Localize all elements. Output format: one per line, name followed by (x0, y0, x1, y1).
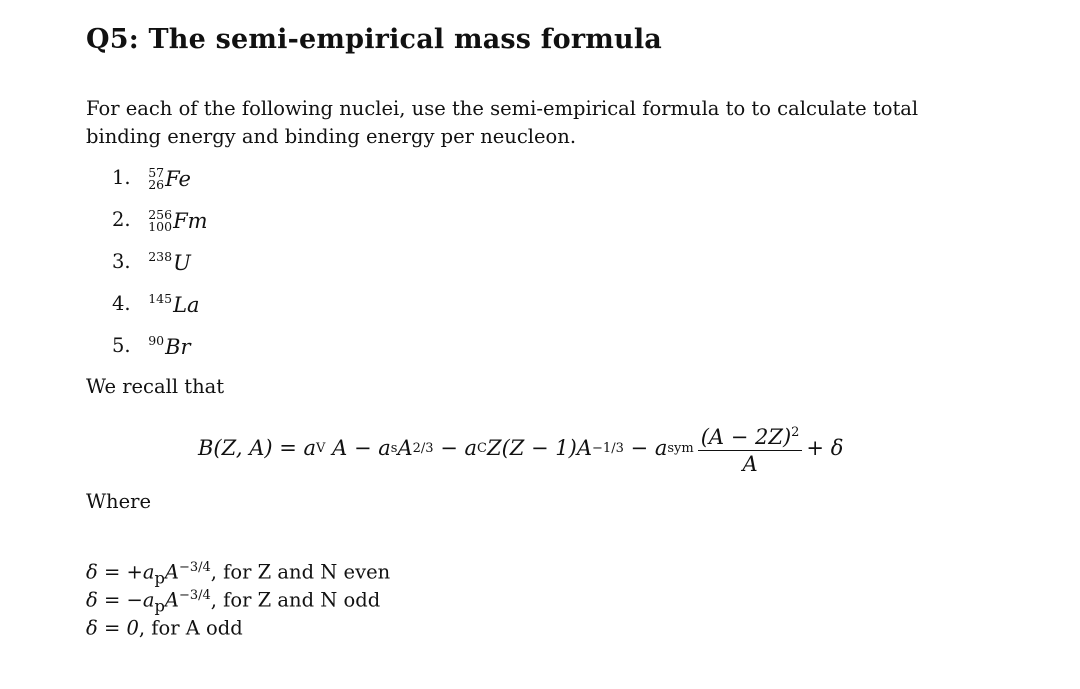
binding-energy-equation (198, 420, 843, 476)
element-symbol: Br (165, 334, 191, 359)
mass-number: 90 (148, 332, 165, 348)
delta-lhs: δ = 0 (86, 616, 139, 640)
surface-coefficient: a (378, 436, 391, 460)
list-item (112, 334, 191, 359)
where-text: Where (86, 490, 152, 513)
asymmetry-sub: sym (667, 440, 694, 456)
list-item (112, 208, 208, 233)
list-item (112, 250, 191, 275)
list-item (86, 560, 390, 588)
mass-number: 256 (148, 206, 173, 222)
atomic-number: 26 (148, 176, 165, 192)
question-title: Q5: The semi-empirical mass formula (86, 24, 663, 55)
fraction-numerator: (A − 2Z) (700, 424, 792, 449)
isotope (148, 164, 191, 192)
mass-number: 238 (148, 248, 173, 264)
delta-lhs: δ = −a (86, 588, 155, 612)
item-number: 5. (112, 334, 131, 357)
element-symbol: La (173, 292, 200, 317)
delta-condition: , for Z and N odd (210, 588, 381, 612)
delta-lhs: δ = +a (86, 560, 155, 584)
asymmetry-coefficient: − a (630, 436, 668, 460)
delta-base: A (164, 560, 179, 584)
isotope (148, 332, 191, 359)
pairing-term: + δ (806, 436, 844, 460)
volume-coefficient: a (303, 436, 317, 460)
isotope (148, 290, 200, 317)
isotope (148, 248, 191, 275)
mass-number: 145 (148, 290, 173, 306)
coulomb-exponent: −1/3 (592, 440, 624, 456)
coulomb-coefficient: − a (440, 436, 478, 460)
element-symbol: Fe (165, 166, 191, 191)
item-number: 2. (112, 208, 131, 231)
delta-condition: , for Z and N even (210, 560, 391, 584)
element-symbol: U (173, 250, 191, 275)
isotope (148, 206, 208, 234)
list-item (112, 166, 191, 191)
pairing-conditions (86, 560, 390, 644)
item-number: 1. (112, 166, 131, 189)
delta-condition: , for A odd (138, 616, 243, 640)
delta-sub: p (154, 596, 165, 616)
fraction-denominator: A (742, 451, 758, 476)
delta-exponent: −3/4 (178, 588, 211, 603)
coulomb-term: Z(Z − 1)A (486, 436, 593, 460)
equation-lhs: B(Z, A) = (198, 436, 297, 460)
delta-exponent: −3/4 (178, 560, 211, 575)
list-item (86, 616, 390, 644)
intro-paragraph: For each of the following nuclei, use the semi-empirical formula to to calculate total binding energy and binding energy per neucleon. (86, 97, 919, 148)
delta-base: A (164, 588, 179, 612)
coulomb-sub: C (477, 440, 487, 456)
numerator-exponent: 2 (791, 424, 800, 440)
asymmetry-fraction (698, 420, 803, 477)
item-number: 4. (112, 292, 131, 315)
surface-exponent: 2/3 (412, 440, 434, 456)
mass-number: 57 (148, 164, 165, 180)
list-item (112, 292, 200, 317)
surface-sub: s (390, 440, 398, 456)
delta-sub: p (154, 568, 165, 588)
atomic-number: 100 (148, 218, 173, 234)
surface-term: A (397, 436, 413, 460)
recall-text: We recall that (86, 375, 225, 398)
item-number: 3. (112, 250, 131, 273)
list-item (86, 588, 390, 616)
volume-sub: V (316, 440, 326, 456)
volume-term: A − (332, 436, 372, 460)
element-symbol: Fm (173, 208, 208, 233)
